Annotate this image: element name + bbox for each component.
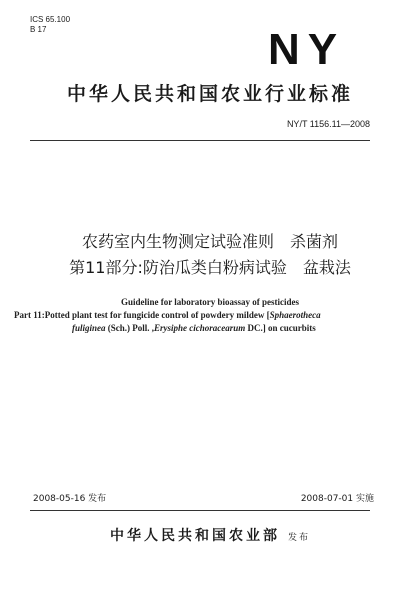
species-name-fuliginea: fuliginea <box>72 323 106 333</box>
english-title-line-3 <box>14 322 406 335</box>
bottom-divider <box>30 510 370 511</box>
chinese-title-line-2: 第11部分:防治瓜类白粉病试验 盆栽法 <box>69 258 351 277</box>
ny-logo: NY <box>268 25 346 74</box>
top-divider <box>30 140 370 141</box>
authority-text: (Sch.) Poll. , <box>105 323 155 333</box>
standard-number: NY/T 1156.11—2008 <box>286 119 370 129</box>
english-title-line-3-tail: DC.] on cucurbits <box>245 323 316 333</box>
english-title-line-2 <box>14 309 406 322</box>
chinese-title-line-1: 农药室内生物测定试验准则 杀菌剂 <box>81 232 338 251</box>
classification-codes <box>30 15 70 35</box>
ccs-code: B 17 <box>30 25 47 34</box>
english-title-line-1: Guideline for laboratory bioassay of pesticides <box>120 297 300 307</box>
ics-code: ICS 65.100 <box>30 15 71 24</box>
english-title-line-2-text: Part 11:Potted plant test for fungicide control of powdery mildew [ <box>14 310 270 320</box>
species-name-erysiphe: Erysiphe cichoracearum <box>154 323 246 333</box>
species-name-sphaerotheca: Sphaerotheca <box>269 310 321 320</box>
issue-date: 2008-05-16 发布 <box>33 494 107 504</box>
publisher <box>0 525 420 546</box>
publisher-suffix: 发布 <box>287 533 310 543</box>
standard-category-title: 中华人民共和国农业行业标准 <box>66 83 353 105</box>
implementation-date: 2008-07-01 实施 <box>300 494 374 504</box>
publisher-name: 中华人民共和国农业部 <box>109 528 280 544</box>
english-title <box>14 296 406 335</box>
